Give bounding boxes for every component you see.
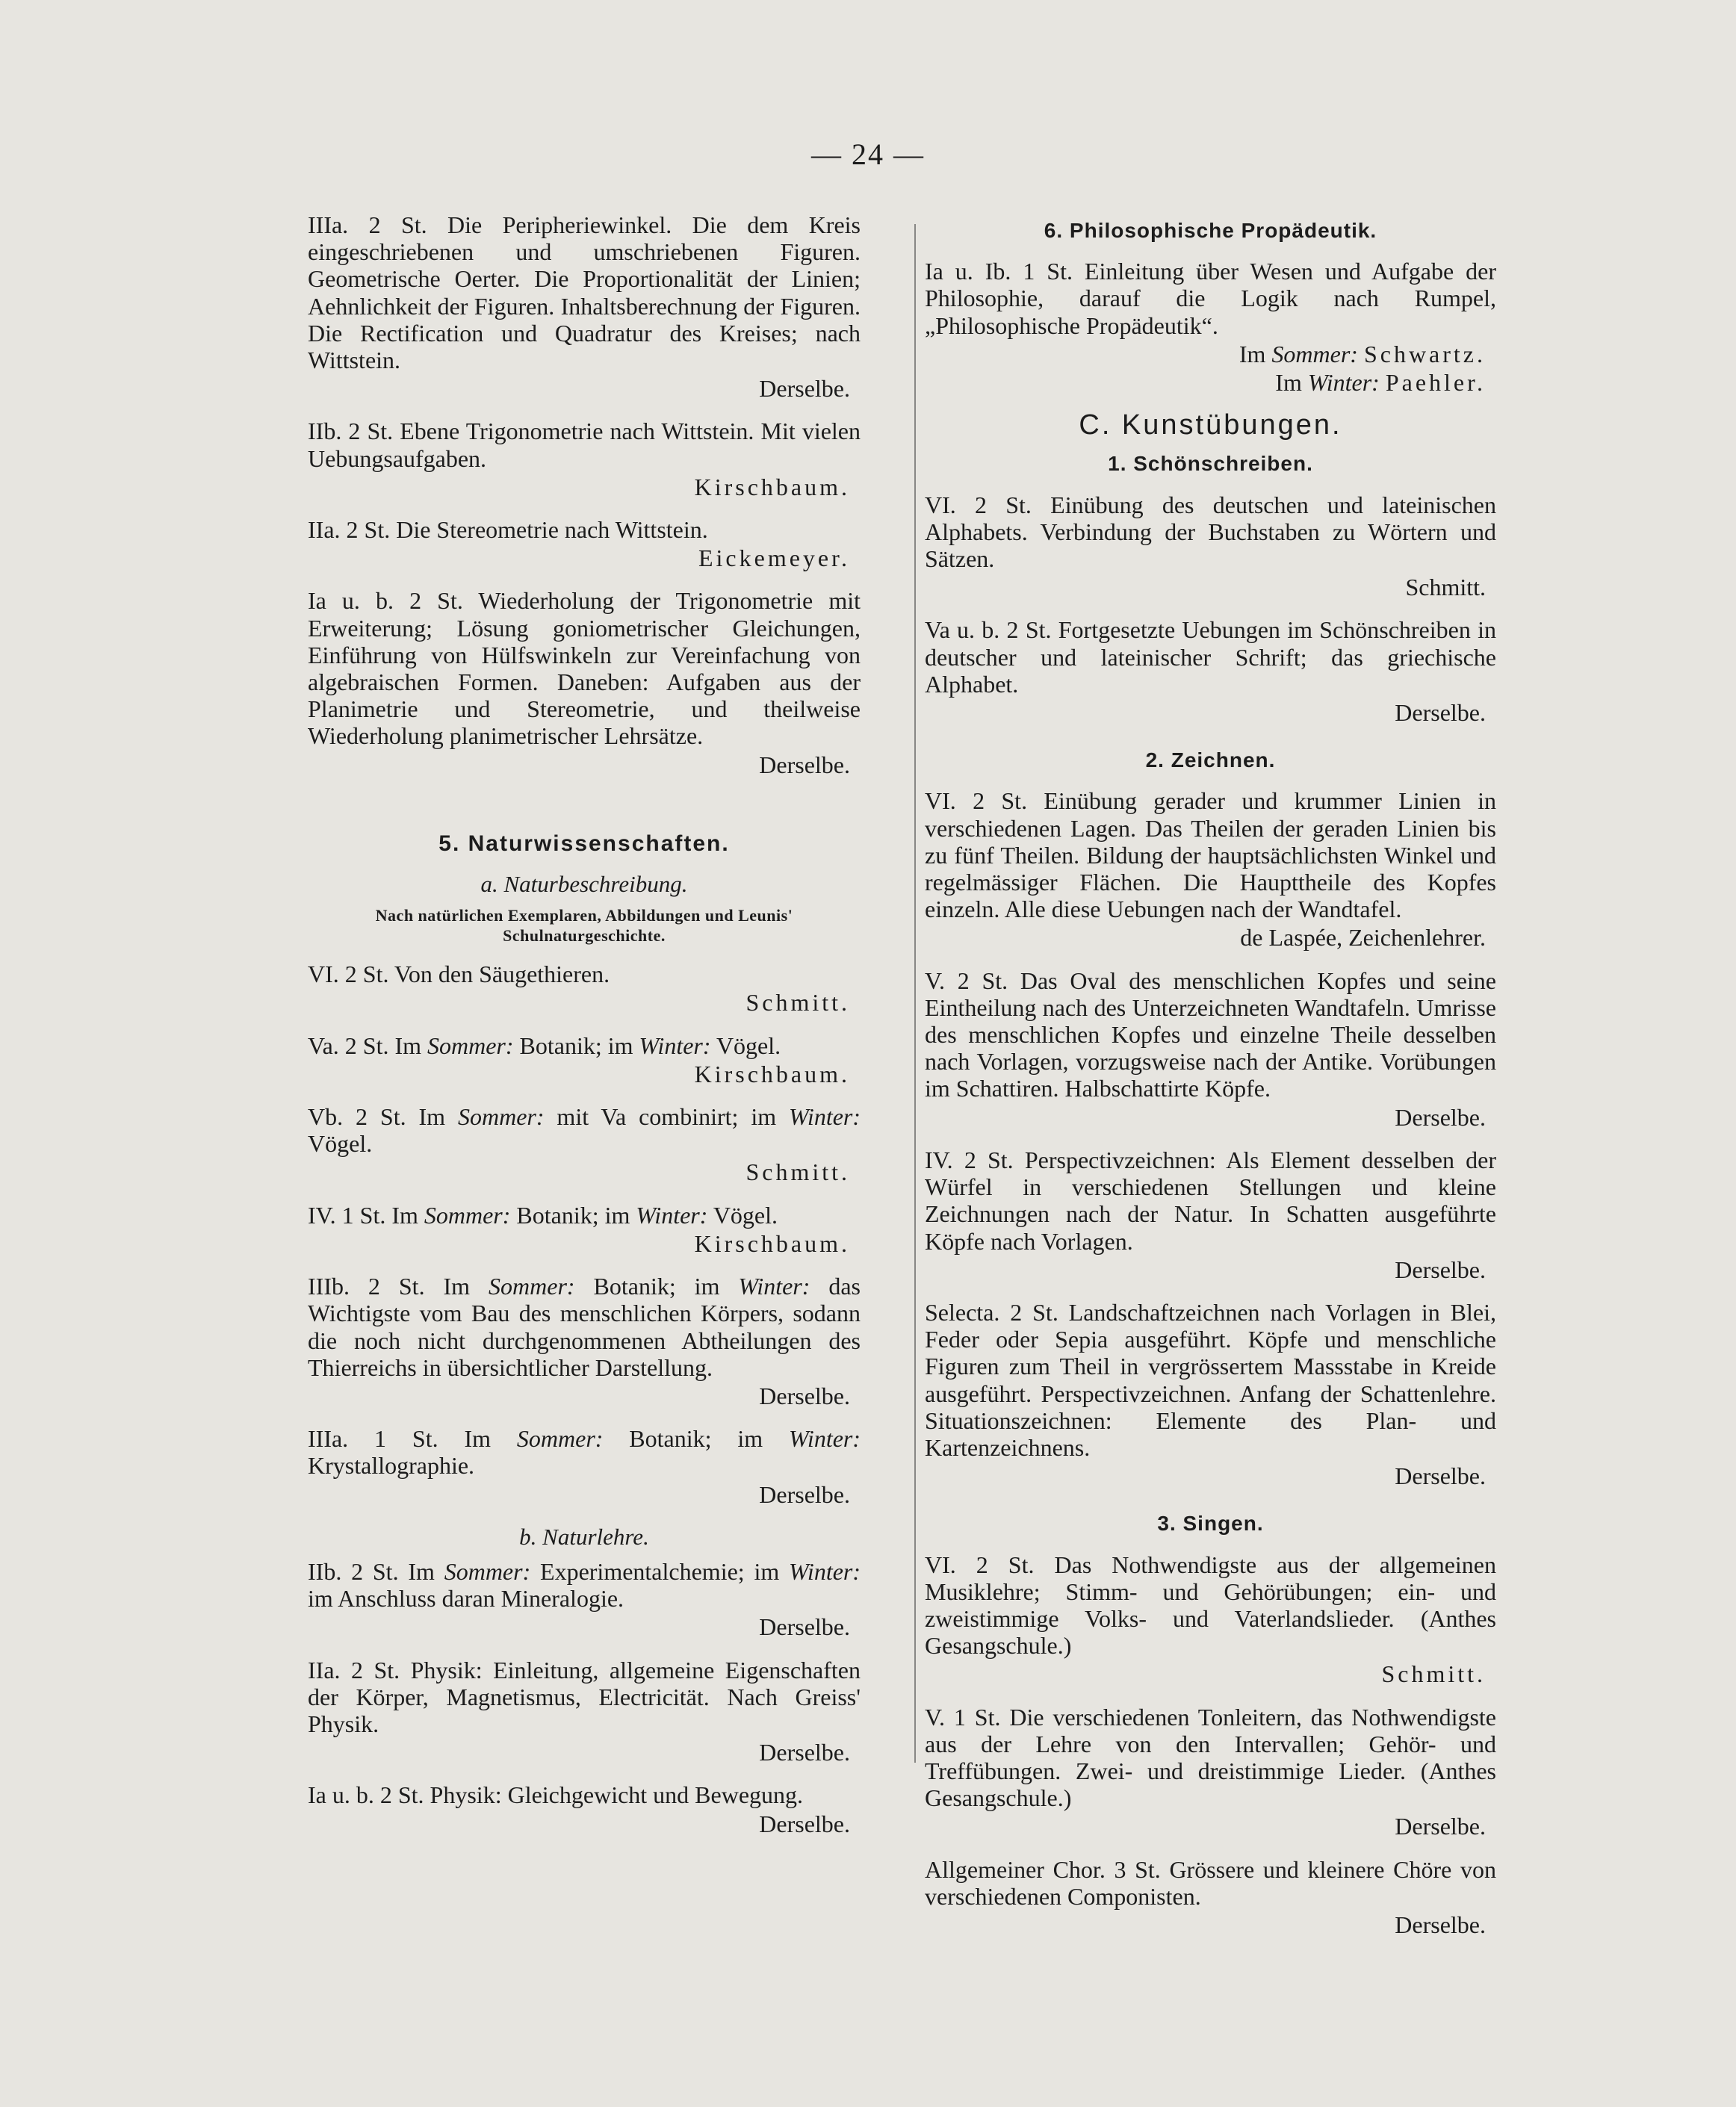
drawing-entry-Selecta: Selecta. 2 St. Landschaftzeichnen nach Vorlagen in Blei, Feder oder Sepia ausgeführt. Köpfe und menschliche Figuren zum Theil in vergrössertem Massstabe in Kreide ausgeführt. Perspectivzeichnen. Anfang der Schattenlehre. Situationszeichnen: Elemente des Plan- und Kartenzeichnens. Derselbe. [925, 1298, 1496, 1490]
drawing-entry-VI: VI. 2 St. Einübung gerader und krummer Linien in verschiedenen Lagen. Das Theilen der geraden Linien bis zu fünf Theilen. Bildung der hauptsächlichsten Winkel und regelmässiger Flächen. Die Haupttheile des Kopfes einzeln. Alle diese Uebungen nach der Wandtafel. de Laspée, Zeichenlehrer. [925, 787, 1496, 952]
geometry-entry-IIb: IIb. 2 St. Ebene Trigonometrie nach Wittstein. Mit vielen Uebungsaufgaben. Kirschbaum. [308, 418, 861, 500]
section-note: Nach natürlichen Exemplaren, Abbildungen und Leunis' Schulnaturgeschichte. [375, 906, 793, 946]
geometry-entry-Ia-b: Ia u. b. 2 St. Wiederholung der Trigonometrie mit Erweiterung; Lösung goniometrischer Gleichungen, Einführung von Hülfswinkeln zur Vereinfachung von algebraischen Formen. Daneben: Aufgaben aus der Planimetrie und Stereometrie, und theilweise Wiederholung planimetrischer Lehrsätze. Derselbe. [308, 587, 861, 778]
teacher-signature: Derselbe. [759, 1480, 850, 1508]
nature-entry-VI: VI. 2 St. Von den Säugethieren. Schmitt. [308, 961, 861, 1016]
subheading-naturbeschreibung: a. Naturbeschreibung. [480, 871, 688, 898]
section-heading-philosophie: 6. Philosophische Propädeutik. [1044, 219, 1377, 242]
teacher-signature: Derselbe. [1395, 1462, 1486, 1490]
right-column [925, 211, 1496, 1954]
nature-entry-IIIa: IIIa. 1 St. Im Sommer: Botanik; im Winter: Krystallographie. Derselbe. [308, 1425, 861, 1508]
teacher-signature: Eickemeyer. [698, 544, 850, 572]
teacher-signature: Kirschbaum. [694, 473, 850, 500]
geometry-entry-IIIa: IIIa. 2 St. Die Peripheriewinkel. Die dem Kreis eingeschriebenen und umschriebenen Figuren. Geometrische Oerter. Die Proportionalität der Linien; Aehnlichkeit der Figuren. Inhaltsberechnung der Figuren. Die Rectification und Quadratur des Kreises; nach Wittstein. Derselbe. [308, 211, 861, 403]
nature-entry-Vb: Vb. 2 St. Im Sommer: mit Va combinirt; im Winter: Vögel. Schmitt. [308, 1103, 861, 1186]
drawing-entry-V: V. 2 St. Das Oval des menschlichen Kopfes und seine Eintheilung nach des Unterzeichneten Wandtafeln. Umrisse des menschlichen Kopfes und einzelne Theile desselben nach Vorlagen, vorzugsweise nach der Antike. Vorübungen im Schattiren. Halbschattirte Köpfe. Derselbe. [925, 966, 1496, 1131]
teacher-signature: Derselbe. [759, 751, 850, 778]
teacher-signature: Kirschbaum. [694, 1229, 850, 1257]
teacher-signature: Schmitt. [1381, 1660, 1486, 1688]
nature-entry-Va: Va. 2 St. Im Sommer: Botanik; im Winter: Vögel. Kirschbaum. [308, 1032, 861, 1087]
writing-entry-VI: VI. 2 St. Einübung des deutschen und lateinischen Alphabets. Verbindung der Buchstaben zu Wörtern und Sätzen. Schmitt. [925, 491, 1496, 601]
subheading-singen: 3. Singen. [1157, 1512, 1264, 1536]
geometry-entry-IIa: IIa. 2 St. Die Stereometrie nach Wittstein. Eickemeyer. [308, 516, 861, 571]
singing-entry-VI: VI. 2 St. Das Nothwendigste aus der allgemeinen Musiklehre; Stimm- und Gehörübungen; ein- und zweistimmige Volks- und Vaterlandslieder. (Anthes Gesangschule.) Schmitt. [925, 1551, 1496, 1688]
physics-entry-IIb: IIb. 2 St. Im Sommer: Experimentalchemie; im Winter: im Anschluss daran Mineralogie. Derselbe. [308, 1557, 861, 1641]
teacher-signature: Derselbe. [759, 1810, 850, 1837]
teacher-signature: Derselbe. [1395, 1103, 1486, 1131]
teacher-signature: Derselbe. [1395, 1256, 1486, 1283]
teacher-signature: Derselbe. [759, 1613, 850, 1641]
teacher-signature: Schmitt. [745, 1158, 850, 1186]
teacher-signature: Schmitt. [745, 989, 850, 1017]
nature-entry-IIIb: IIIb. 2 St. Im Sommer: Botanik; im Winter: das Wichtigste vom Bau des menschlichen Körpers, sodann die noch nicht durchgenommenen Abtheilungen des Thierreichs in übersichtlicher Darstellung. Derselbe. [308, 1273, 861, 1409]
subheading-naturlehre: b. Naturlehre. [519, 1523, 649, 1550]
teacher-signature-winter: Im Winter: Paehler. [1275, 369, 1486, 397]
page-number: — 24 — [811, 137, 925, 171]
teacher-signature: Derselbe. [1395, 1813, 1486, 1840]
teacher-signature: Derselbe. [1395, 699, 1486, 727]
column-divider [914, 224, 916, 1763]
nature-entry-IV: IV. 1 St. Im Sommer: Botanik; im Winter: Vögel. Kirschbaum. [308, 1202, 861, 1257]
teacher-signature: de Laspée, Zeichenlehrer. [1240, 924, 1486, 952]
teacher-signature-summer: Im Sommer: Schwartz. [1239, 340, 1486, 367]
teacher-signature: Derselbe. [759, 1382, 850, 1409]
teacher-signature: Derselbe. [1395, 1911, 1486, 1938]
teacher-signature: Derselbe. [759, 1739, 850, 1766]
drawing-entry-IV: IV. 2 St. Perspectivzeichnen: Als Element desselben der Würfel in verschiedenen Stellungen und kleine Zeichnungen nach der Natur. In Schatten ausgeführte Köpfe nach Vorlagen. Derselbe. [925, 1146, 1496, 1283]
physics-entry-Ia-b: Ia u. b. 2 St. Physik: Gleichgewicht und Bewegung. Derselbe. [308, 1781, 861, 1837]
philosophy-entry: Ia u. Ib. 1 St. Einleitung über Wesen und Aufgabe der Philosophie, darauf die Logik nach Rumpel, „Philosophische Propädeutik“. Im Sommer: Schwartz. Im Winter: Paehler. [925, 258, 1496, 397]
section-heading-kunstuebungen: C. Kunstübungen. [1079, 409, 1342, 441]
teacher-signature: Derselbe. [759, 375, 850, 403]
singing-entry-V: V. 1 St. Die verschiedenen Tonleitern, das Nothwendigste aus der Lehre von den Intervallen; Gehör- und Treffübungen. Zwei- und dreistimmige Lieder. (Anthes Gesangschule.) Derselbe. [925, 1703, 1496, 1840]
left-column [308, 211, 861, 1853]
physics-entry-IIa: IIa. 2 St. Physik: Einleitung, allgemeine Eigenschaften der Körper, Magnetismus, Electricität. Nach Greiss' Physik. Derselbe. [308, 1656, 861, 1766]
section-heading-naturwissenschaften: 5. Naturwissenschaften. [438, 831, 730, 856]
singing-entry-chor: Allgemeiner Chor. 3 St. Grössere und kleinere Chöre von verschiedenen Componisten. Derselbe. [925, 1855, 1496, 1938]
teacher-signature: Kirschbaum. [694, 1060, 850, 1087]
writing-entry-Va-b: Va u. b. 2 St. Fortgesetzte Uebungen im Schönschreiben in deutscher und lateinischer Schrift; das griechische Alphabet. Derselbe. [925, 616, 1496, 727]
teacher-signature: Schmitt. [1405, 574, 1486, 601]
subheading-zeichnen: 2. Zeichnen. [1145, 748, 1276, 772]
subheading-schoenschreiben: 1. Schönschreiben. [1108, 452, 1313, 476]
